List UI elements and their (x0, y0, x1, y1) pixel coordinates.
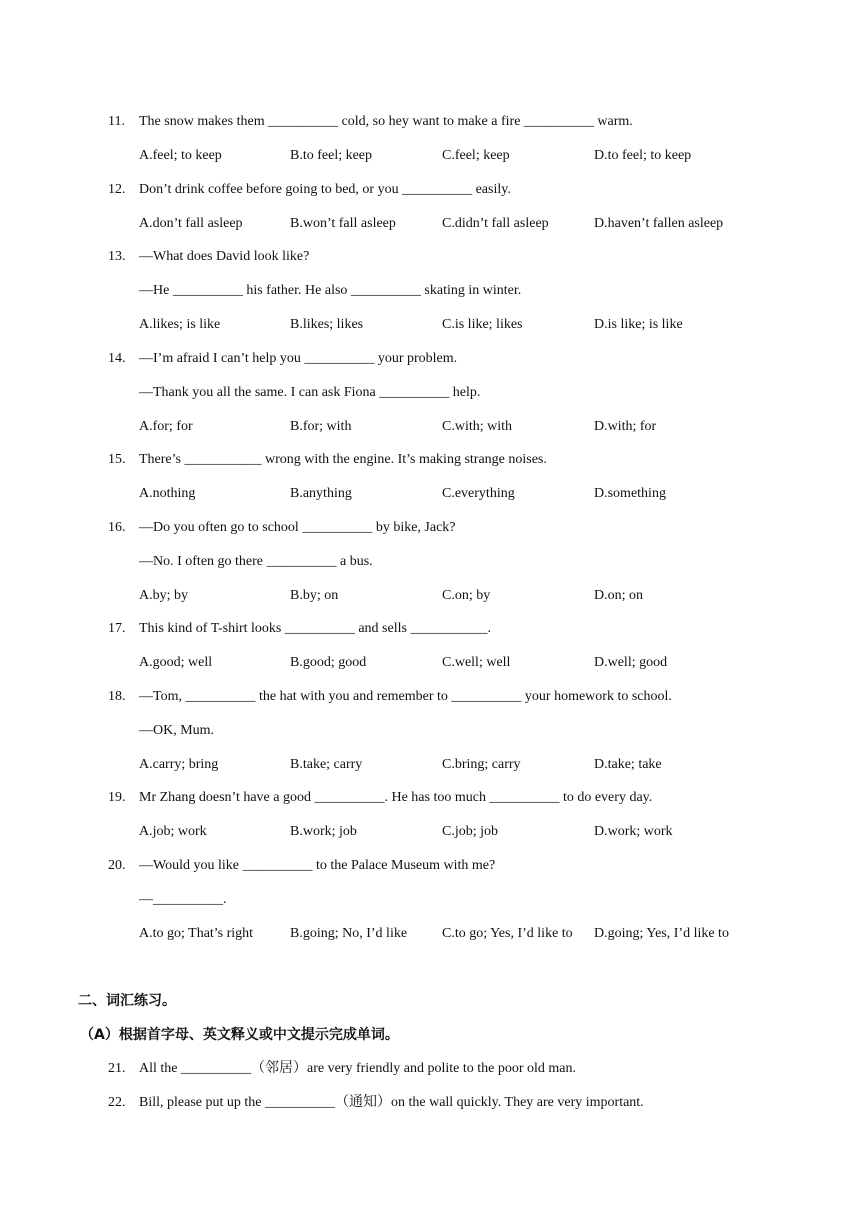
option-a: A.for; for (139, 419, 193, 434)
option-b: B.by; on (290, 588, 339, 603)
option-d: D.take; take (594, 757, 662, 772)
option-c: C.bring; carry (442, 757, 521, 772)
question-stem: There’s ___________ wrong with the engine. It’s making strange noises. (139, 452, 547, 467)
option-b: B.to feel; keep (290, 148, 373, 163)
option-a: A.likes; is like (139, 317, 221, 332)
dialogue-line: —Thank you all the same. I can ask Fiona __________ help. (139, 385, 481, 400)
option-b: B.work; job (290, 824, 357, 839)
option-b: B.take; carry (290, 757, 363, 772)
dialogue-line: —Tom, __________ the hat with you and remember to __________ your homework to school. (139, 689, 672, 704)
option-b: B.good; good (290, 655, 367, 670)
option-c: C.on; by (442, 588, 491, 603)
option-a: A.carry; bring (139, 757, 219, 772)
question-number: 16. (108, 520, 126, 535)
question-number: 20. (108, 858, 126, 873)
section-subheading: （A）根据首字母、英文释义或中文提示完成单词。 (80, 1027, 399, 1043)
option-c: C.didn’t fall asleep (442, 216, 549, 231)
dialogue-line: —Would you like __________ to the Palace Museum with me? (139, 858, 496, 873)
option-c: C.with; with (442, 419, 513, 434)
question-stem: This kind of T-shirt looks __________ and sells ___________. (139, 621, 491, 636)
option-d: D.haven’t fallen asleep (594, 216, 724, 231)
question-number: 22. (108, 1095, 126, 1110)
option-d: D.something (594, 486, 666, 501)
dialogue-line: —I’m afraid I can’t help you __________ your problem. (139, 351, 458, 366)
question-stem: Don’t drink coffee before going to bed, or you __________ easily. (139, 182, 511, 197)
option-d: D.with; for (594, 419, 657, 434)
question-stem: Mr Zhang doesn’t have a good __________. He has too much __________ to do every day. (139, 790, 653, 805)
option-d: D.is like; is like (594, 317, 683, 332)
question-number: 14. (108, 351, 126, 366)
option-c: C.is like; likes (442, 317, 523, 332)
question-number: 17. (108, 621, 126, 636)
option-b: B.won’t fall asleep (290, 216, 396, 231)
option-c: C.everything (442, 486, 515, 501)
option-b: B.for; with (290, 419, 352, 434)
option-c: C.well; well (442, 655, 511, 670)
option-d: D.going; Yes, I’d like to (594, 926, 729, 941)
option-b: B.going; No, I’d like (290, 926, 408, 941)
option-b: B.anything (290, 486, 352, 501)
option-a: A.by; by (139, 588, 188, 603)
option-a: A.to go; That’s right (139, 926, 254, 941)
dialogue-line: —No. I often go there __________ a bus. (139, 554, 373, 569)
question-stem: Bill, please put up the __________（通知）on the wall quickly. They are very important. (139, 1095, 644, 1110)
question-number: 15. (108, 452, 126, 467)
option-d: D.work; work (594, 824, 673, 839)
dialogue-line: —He __________ his father. He also __________ skating in winter. (139, 283, 522, 298)
question-number: 21. (108, 1061, 126, 1076)
option-a: A.job; work (139, 824, 207, 839)
option-a: A.don’t fall asleep (139, 216, 243, 231)
dialogue-line: —__________. (139, 892, 227, 907)
option-d: D.on; on (594, 588, 643, 603)
option-c: C.job; job (442, 824, 499, 839)
option-b: B.likes; likes (290, 317, 364, 332)
option-c: C.to go; Yes, I’d like to (442, 926, 573, 941)
dialogue-line: —Do you often go to school __________ by bike, Jack? (139, 520, 456, 535)
option-c: C.feel; keep (442, 148, 510, 163)
option-d: D.well; good (594, 655, 668, 670)
question-number: 19. (108, 790, 126, 805)
option-a: A.nothing (139, 486, 196, 501)
dialogue-line: —What does David look like? (139, 249, 310, 264)
question-stem: The snow makes them __________ cold, so hey want to make a fire __________ warm. (139, 114, 633, 129)
dialogue-line: —OK, Mum. (139, 723, 215, 738)
question-number: 12. (108, 182, 126, 197)
option-a: A.good; well (139, 655, 213, 670)
question-number: 13. (108, 249, 126, 264)
option-d: D.to feel; to keep (594, 148, 692, 163)
question-number: 11. (108, 114, 125, 129)
section-heading: 二、词汇练习。 (78, 993, 176, 1009)
question-number: 18. (108, 689, 126, 704)
question-stem: All the __________（邻居）are very friendly and polite to the poor old man. (139, 1061, 577, 1076)
option-a: A.feel; to keep (139, 148, 222, 163)
